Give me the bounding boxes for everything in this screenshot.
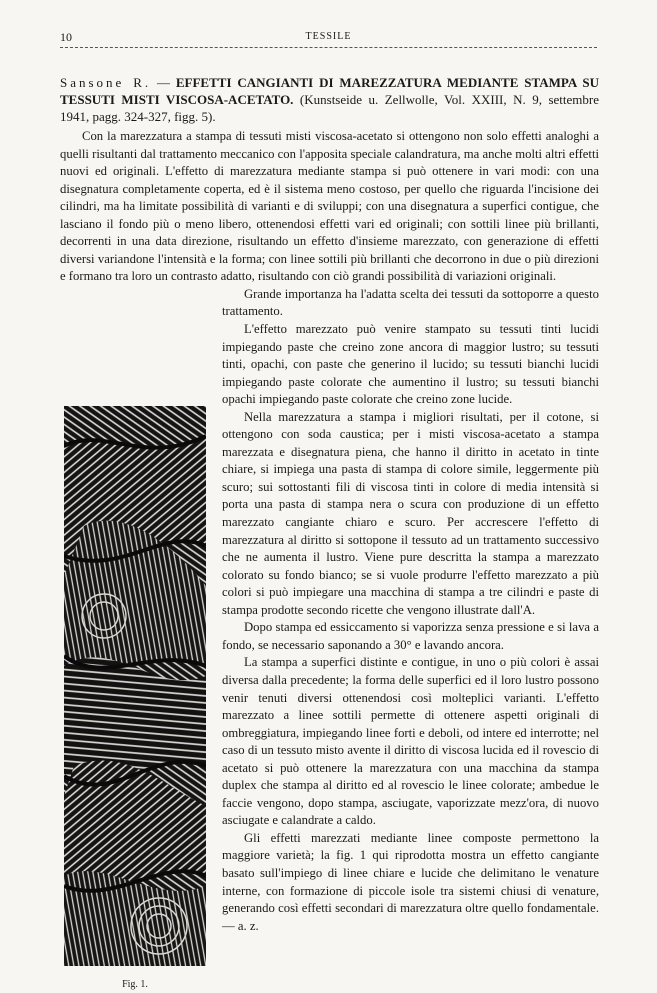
header-rule [60, 47, 597, 48]
article-author: Sansone R. [60, 75, 152, 90]
article-title: EFFETTI CANGIANTI DI MAREZZATURA MEDIANTE STAMPA SU TESSUTI MISTI VISCOSA-ACETATO. [60, 75, 599, 107]
figure-caption: Fig. 1. [122, 978, 148, 990]
paragraph-7: Gli effetti marezzati mediante linee composte permettono la maggiore varietà; la fig. 1 qui riprodotta mostra un effetto cangiante basato sull'impiego di linee chiare e lucide che delimitano le venature interne, con formazione di piccole isole tra sistemi chiusi di venature, generando così effetti secondari di marezzatura oltre quello fondamentale. — a. z. [222, 830, 599, 933]
paragraph-3: L'effetto marezzato può venire stampato su tessuti tinti lucidi impiegando paste che creino zone ancora di maggior lustro; su tessuti tinti, opachi, con paste che generino il lucido; su tessuti bianchi lucidi impiegando paste colorate che aumentino il lustro; su tessuti bianchi opachi impiegando paste colorate che creino zone lucide. [222, 322, 599, 407]
article-source: (Kunstseide u. Zellwolle, Vol. XXIII, N. 9, settembre 1941, pagg. 324-327, figg. 5). [60, 92, 599, 124]
paragraph-2: Grande importanza ha l'adatta scelta dei tessuti da sottoporre a questo trattamento. [222, 286, 599, 319]
paragraph-6: La stampa a superfici distinte e contigue, in uno o più colori è assai diversa dalla precedente; la forma delle superfici ed il loro lustro possono venir tenuti diversi ottenendosi così molteplici varianti. L'effetto marezzato a linee sottili permette di ottenere aspetti originali di ombreggiatura, impiegando linee forti e deboli, od intere ed interrotte; nel caso di un tessuto misto avente il diritto di viscosa lucida ed il rovescio di acetato si può ottenere la marezzatura con una macchina da stampa duplex che stampa al diritto ed al rovescio le linee colorate; ambedue le faccie vengono, dopo stampa, asciugate, vaporizzate mezz'ora, di nuovo asciugate e calandrate a caldo. [222, 655, 599, 828]
article-heading [60, 74, 599, 125]
paragraph-5: Dopo stampa ed essiccamento si vaporizza senza pressione e si lava a fondo, se necessario saponando a 30° e lavando ancora. [222, 620, 599, 652]
paragraph-4: Nella marezzatura a stampa i migliori risultati, per il cotone, si ottengono con soda caustica; per i misti viscosa-acetato a stampa marezzata e disegnatura piena, che hanno il diritto in acetato in tinte chiare, si impiega una pasta di stampa di colore simile, leggermente più scuro; sui sottostanti fili di viscosa tinti in colore di media intensità si porta una pasta di stampa nera o scura con produzione di un effetto marezzato cangiante chiaro e scuro. Per accrescere l'effetto di marezzatura al diritto si sottopone il tessuto ad un trattamento successivo che ne aumenta il lustro. Viene pure descritta la stampa a marezzato colorato su fondo bianco; se si vuole produrre l'effetto marezzato a più colori si può impiegare una macchina di stampa a tre cilindri e paste di stampa prodotte secondo ricette che vengono illustrate dall'A. [222, 409, 599, 617]
moire-fabric-image [64, 406, 206, 966]
heading-dash: — [151, 75, 176, 90]
article-body [60, 128, 599, 992]
page-header [60, 30, 597, 52]
running-title: TESSILE [305, 31, 352, 42]
paragraph-1: Con la marezzatura a stampa di tessuti misti viscosa-acetato si ottengono non solo effetti analoghi a quelli risultanti dal trattamento meccanico con l'apposita speciale calandratura, ma anche molti altri effetti nuovi ed originali. L'effetto di marezzatura mediante stampa si può ottenere in vari modi: con una disegnatura completamente coperta, ed è il sistema meno costoso, per quello che riguarda l'incisione dei cilindri, ma ha limitate possibilità di varianti e di sviluppi; con una disegnatura a superfici contigue, che lasciano il fondo più o meno libero, ottenendosi effetti vari ed originali; con sottili linee più brillanti, decorrenti in una data direzione, risultando un effetto d'insieme marezzato, con generazione di effetti diversi variandone l'intensità e la forma; con linee sottili più brillanti che decorrono in due o più direzioni e formano tra loro un contrasto adatto, risultando con ciò grandi possibilità di variazioni originali. [60, 129, 599, 284]
figure-1 [64, 406, 206, 988]
page-number: 10 [60, 30, 72, 44]
